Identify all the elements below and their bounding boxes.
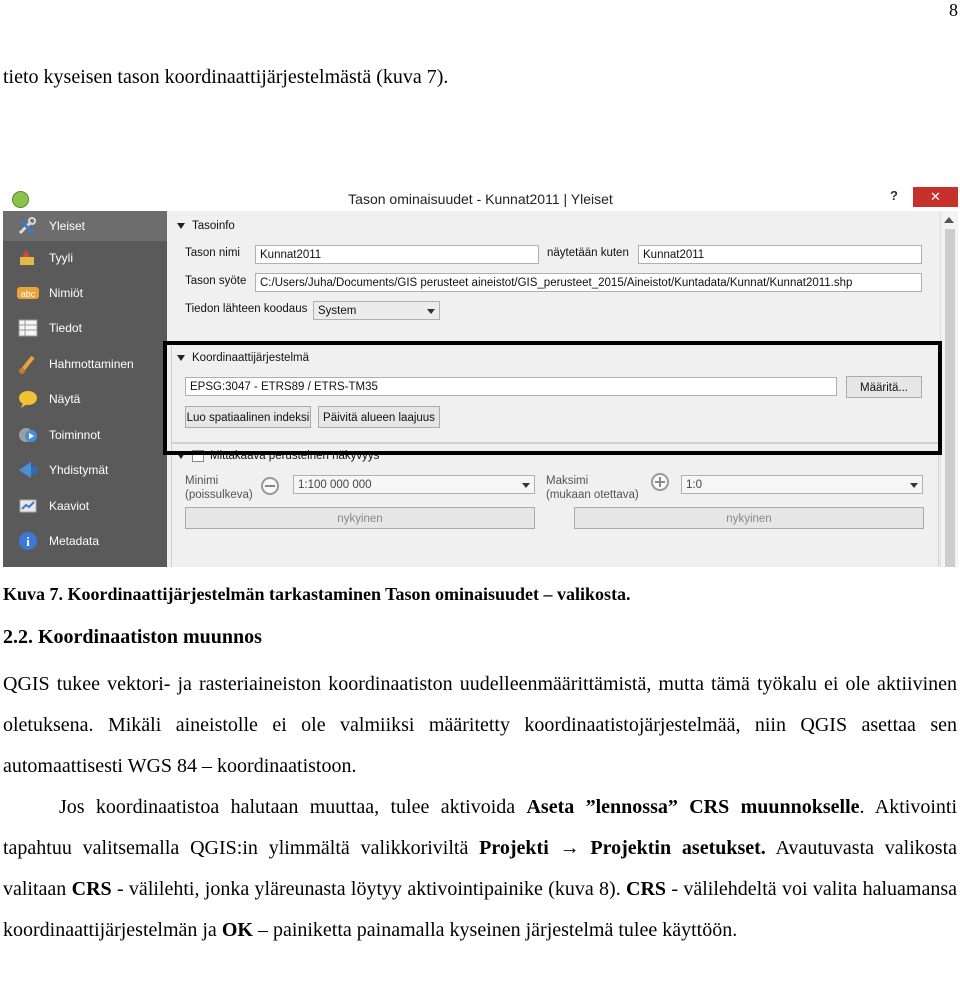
close-button[interactable]: ✕ [913,187,958,207]
section-heading: 2.2. Koordinaatiston muunnos [3,626,262,648]
layer-name-label: Tason nimi [185,247,240,259]
sidebar-item-toiminnot[interactable] [3,420,167,450]
table-icon [17,318,39,338]
paragraph-2-text: – painiketta painamalla kyseinen järjestelmä tulee käyttöön. [252,919,738,941]
scrollbar-thumb[interactable] [945,229,955,567]
crs-highlight-box [163,341,942,455]
abc-icon [17,283,39,303]
intro-text: tieto kyseisen tason koordinaattijärjestelmästä (kuva 7). [3,66,449,88]
crs-section-title: Koordinaattijärjestelmä [192,352,309,364]
current-min-scale-button[interactable]: nykyinen [185,507,535,529]
crs-tab-reference: CRS [71,878,112,900]
info-badge-text: i [26,534,30,549]
chart-icon [17,496,39,516]
min-scale-select[interactable] [293,475,535,494]
zoom-out-icon [261,477,279,495]
title-bar [3,187,958,212]
page-number: 8 [949,0,958,20]
encoding-label: Tiedon lähteen koodaus [185,303,308,315]
update-extent-button[interactable]: Päivitä alueen laajuus [318,406,440,428]
chevron-down-icon [522,483,530,488]
chevron-down-icon [910,483,918,488]
sidebar [3,211,167,567]
sidebar-item-kaaviot[interactable] [3,491,167,521]
tools-icon [17,216,39,236]
figure-caption: Kuva 7. Koordinaattijärjestelmän tarkastaminen Tason ominaisuudet – valikosta. [3,584,631,604]
abc-badge-text: abc [20,289,36,299]
paragraph-2-text: . Aktivointi tapahtuu valitsemalla QGIS:in ylimmältä valikkoriviltä [3,796,957,859]
help-button[interactable]: ? [890,188,898,203]
speech-bubble-icon [17,389,39,409]
encoding-select[interactable] [313,301,440,320]
join-icon [17,460,39,480]
paragraph-1: QGIS tukee vektori- ja rasteriaineiston koordinaatiston uudelleenmäärittämistä, mutta tämä työkalu ei ole aktiivinen oletuksena. Mikäli aineistolle ei ole valmiiksi määritetty koordinaatistojärjestelmää, niin QGIS asettaa sen automaattisesti WGS 84 – koordinaatistoon. [3,673,957,777]
sidebar-item-yhdistymat[interactable] [3,455,167,485]
sidebar-item-metadata[interactable] [3,526,167,556]
body-text [3,664,957,951]
sidebar-item-label: Yleiset [49,219,86,233]
sidebar-item-hahmottaminen[interactable] [3,349,167,379]
paintbrush-icon [17,354,39,374]
scroll-up-icon[interactable] [944,217,954,223]
window-title: Tason ominaisuudet - Kunnat2011 | Yleiset [348,191,613,207]
tasoinfo-section-toggle[interactable] [177,220,235,232]
max-scale-value: 1:0 [686,479,702,491]
ok-button-reference: OK [221,919,253,941]
layer-source-label: Tason syöte [185,275,247,287]
vertical-scrollbar[interactable] [940,211,958,567]
max-scale-select[interactable] [681,475,923,494]
layer-properties-screenshot [3,187,958,567]
create-spatial-index-button[interactable]: Luo spatiaalinen indeksi [185,406,311,428]
min-scale-sublabel: (poissulkeva) [185,489,253,501]
sidebar-item-label: Kaaviot [49,499,90,513]
paragraph-2-text: - välilehdeltä voi valita haluamansa koordinaattijärjestelmän ja [3,878,957,941]
sidebar-item-label: Näytä [49,392,81,406]
display-as-input[interactable]: Kunnat2011 [638,245,922,264]
info-icon [17,531,39,551]
sidebar-item-label: Nimiöt [49,286,84,300]
scale-section-title: Mittakaava perusteinen näkyvyys [210,450,380,463]
min-scale-label: Minimi [185,475,219,487]
sidebar-item-tiedot[interactable] [3,313,167,343]
crs-input[interactable]: EPSG:3047 - ETRS89 / ETRS-TM35 [185,377,837,396]
paragraph-2-bold: Aseta ”lennossa” CRS muunnokselle [526,796,860,818]
min-scale-value: 1:100 000 000 [298,479,372,491]
gear-play-icon [17,425,39,445]
sidebar-item-label: Toiminnot [49,428,101,442]
crs-tab-reference: CRS [626,878,667,900]
zoom-in-icon [651,473,669,491]
max-scale-sublabel: (mukaan otettava) [546,489,639,501]
arrow-icon: → [548,837,591,859]
display-as-label: näytetään kuten [547,247,629,259]
sidebar-item-label: Hahmottaminen [49,357,134,371]
sidebar-item-label: Yhdistymät [49,463,109,477]
sidebar-item-label: Tiedot [49,321,82,335]
paragraph-2-text: Jos koordinaatistoa halutaan muuttaa, tulee aktivoida [59,796,527,818]
current-max-scale-button[interactable]: nykyinen [574,507,924,529]
paragraph-2-text: - välilehti, jonka yläreunasta löytyy aktivointipainike (kuva 8). [111,878,627,900]
sidebar-item-label: Metadata [49,534,100,548]
define-crs-button[interactable]: Määritä... [846,376,922,398]
sidebar-item-nayta[interactable] [3,384,167,414]
sidebar-item-yleiset[interactable] [3,211,167,241]
max-scale-label: Maksimi [546,475,589,487]
sidebar-item-label: Tyyli [49,251,73,265]
layer-source-input[interactable]: C:/Users/Juha/Documents/GIS perusteet aineistot/GIS_perusteet_2015/Aineistot/Kuntadata/Kunnat/Kunnat2011.shp [255,273,922,292]
tasoinfo-section-title: Tasoinfo [192,220,235,232]
menu-projektin-asetukset: Projektin asetukset. [590,837,766,859]
sidebar-item-tyyli[interactable] [3,243,167,273]
encoding-value: System [318,305,357,317]
chevron-down-icon [427,309,435,314]
paragraph-2-text: Avautuvasta valikosta valitaan [3,837,958,900]
layer-name-input[interactable]: Kunnat2011 [255,245,539,264]
sidebar-item-nimiot[interactable] [3,278,167,308]
collapse-triangle-icon [177,223,185,229]
menu-projekti: Projekti [479,837,549,859]
paragraph-2 [3,787,957,951]
brush-icon [17,248,39,268]
